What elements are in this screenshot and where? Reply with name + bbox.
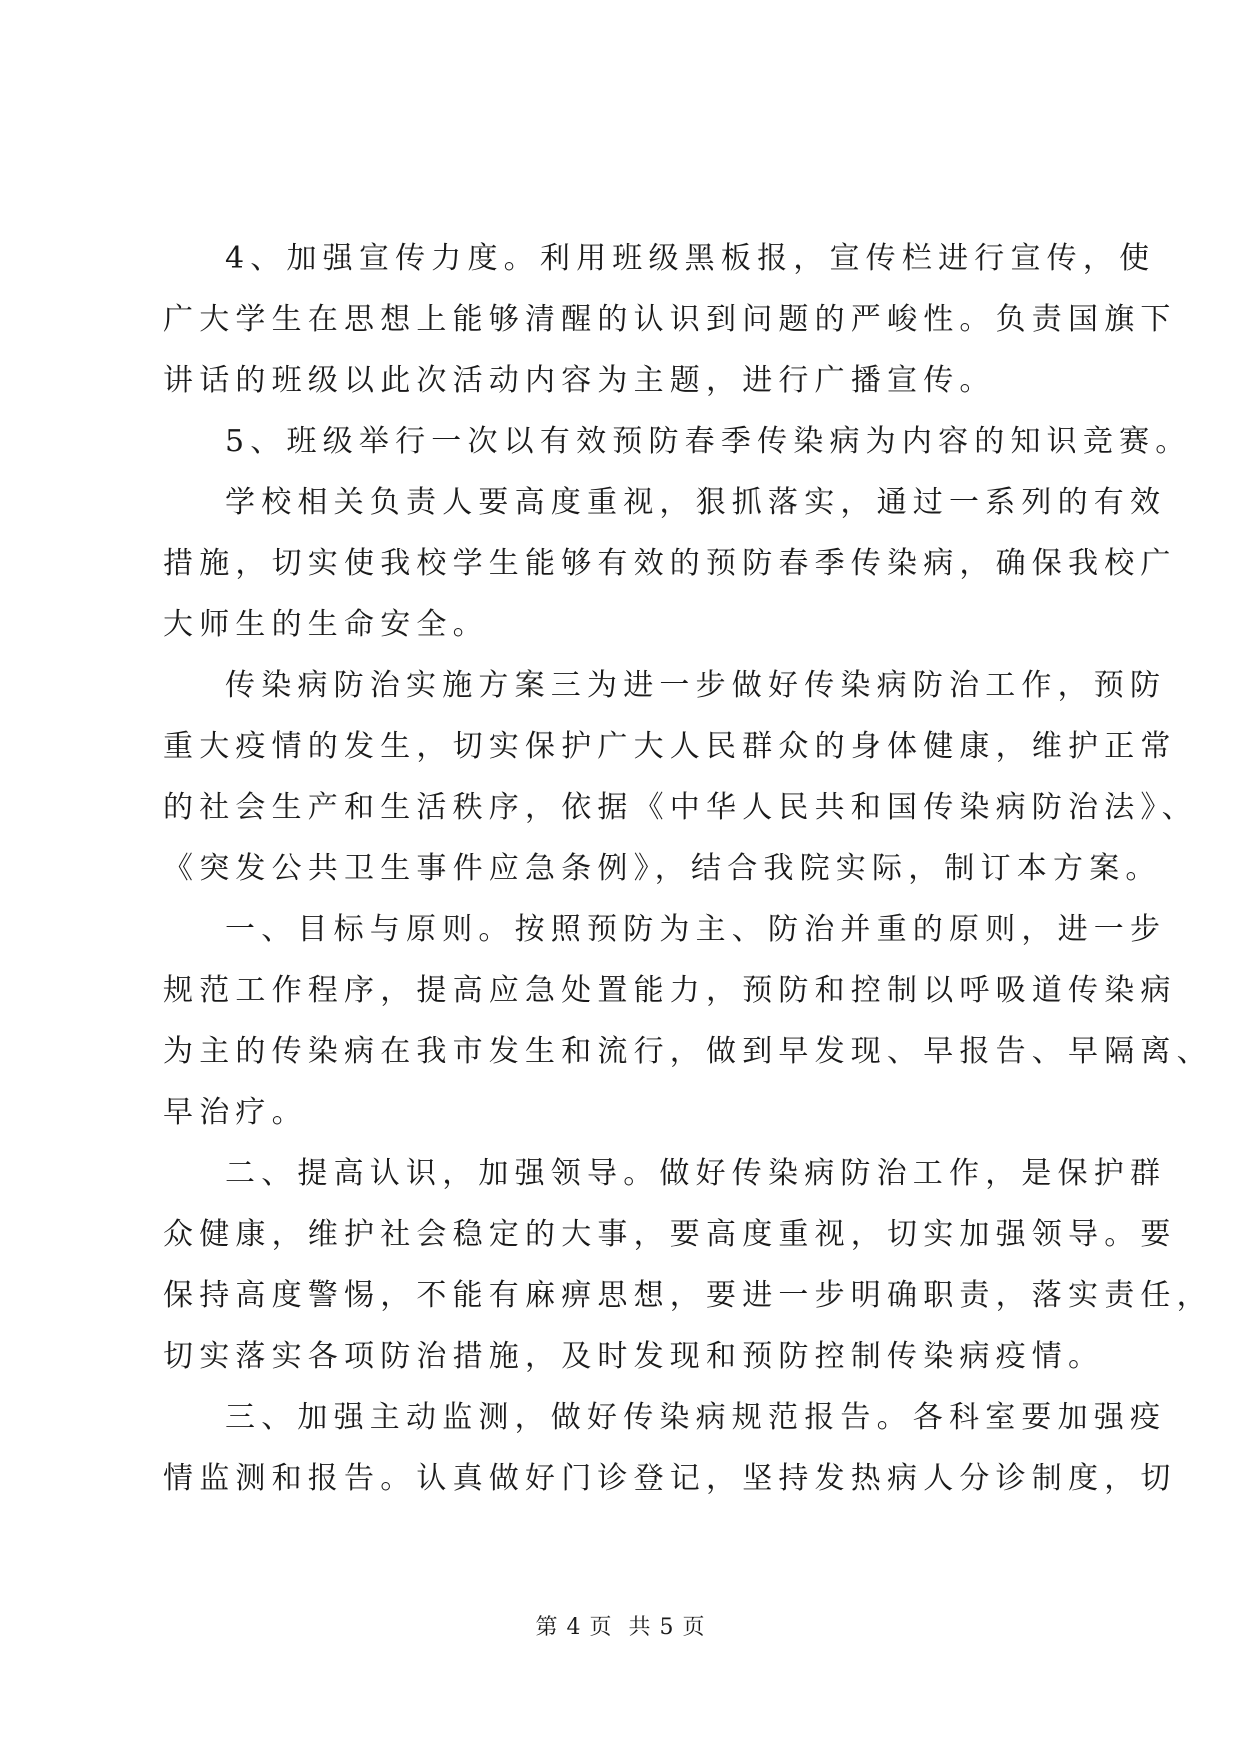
- document-body: [163, 228, 1213, 1509]
- text-line: 5、班级举行一次以有效预防春季传染病为内容的知识竞赛。: [225, 424, 1192, 459]
- text-line: 4、加强宣传力度。利用班级黑板报，宣传栏进行宣传，使: [225, 241, 1156, 276]
- text-line: 早治疗。: [163, 1095, 308, 1130]
- text-line: 的社会生产和生活秩序，依据《中华人民共和国传染病防治法》、: [163, 790, 1198, 825]
- text-line: 学校相关负责人要高度重视，狠抓落实，通过一系列的有效: [225, 485, 1167, 520]
- text-line: 情监测和报告。认真做好门诊登记，坚持发热病人分诊制度，切: [163, 1461, 1177, 1496]
- text-line: 一、目标与原则。按照预防为主、防治并重的原则，进一步: [225, 912, 1167, 947]
- text-line: 讲话的班级以此次活动内容为主题，进行广播宣传。: [163, 363, 996, 398]
- text-line: 重大疫情的发生，切实保护广大人民群众的身体健康，维护正常: [163, 729, 1177, 764]
- text-line: 三、加强主动监测，做好传染病规范报告。各科室要加强疫: [225, 1400, 1167, 1435]
- text-line: 保持高度警惕，不能有麻痹思想，要进一步明确职责，落实责任，: [163, 1278, 1213, 1313]
- text-line: 措施，切实使我校学生能够有效的预防春季传染病，确保我校广: [163, 546, 1177, 581]
- text-line: 众健康，维护社会稳定的大事，要高度重视，切实加强领导。要: [163, 1217, 1177, 1252]
- text-line: 为主的传染病在我市发生和流行，做到早发现、早报告、早隔离、: [163, 1034, 1213, 1069]
- text-line: 广大学生在思想上能够清醒的认识到问题的严峻性。负责国旗下: [163, 302, 1177, 337]
- text-line: 《突发公共卫生事件应急条例》，结合我院实际，制订本方案。: [163, 851, 1162, 886]
- text-line: 规范工作程序，提高应急处置能力，预防和控制以呼吸道传染病: [163, 973, 1177, 1008]
- page-footer: [0, 1610, 1241, 1641]
- text-line: 切实落实各项防治措施，及时发现和预防控制传染病疫情。: [163, 1339, 1105, 1374]
- text-line: 二、提高认识，加强领导。做好传染病防治工作，是保护群: [225, 1156, 1167, 1191]
- text-line: 传染病防治实施方案三为进一步做好传染病防治工作，预防: [225, 668, 1167, 703]
- page-number-label: 第 4 页 共 5 页: [535, 1615, 706, 1640]
- text-line: 大师生的生命安全。: [163, 607, 489, 642]
